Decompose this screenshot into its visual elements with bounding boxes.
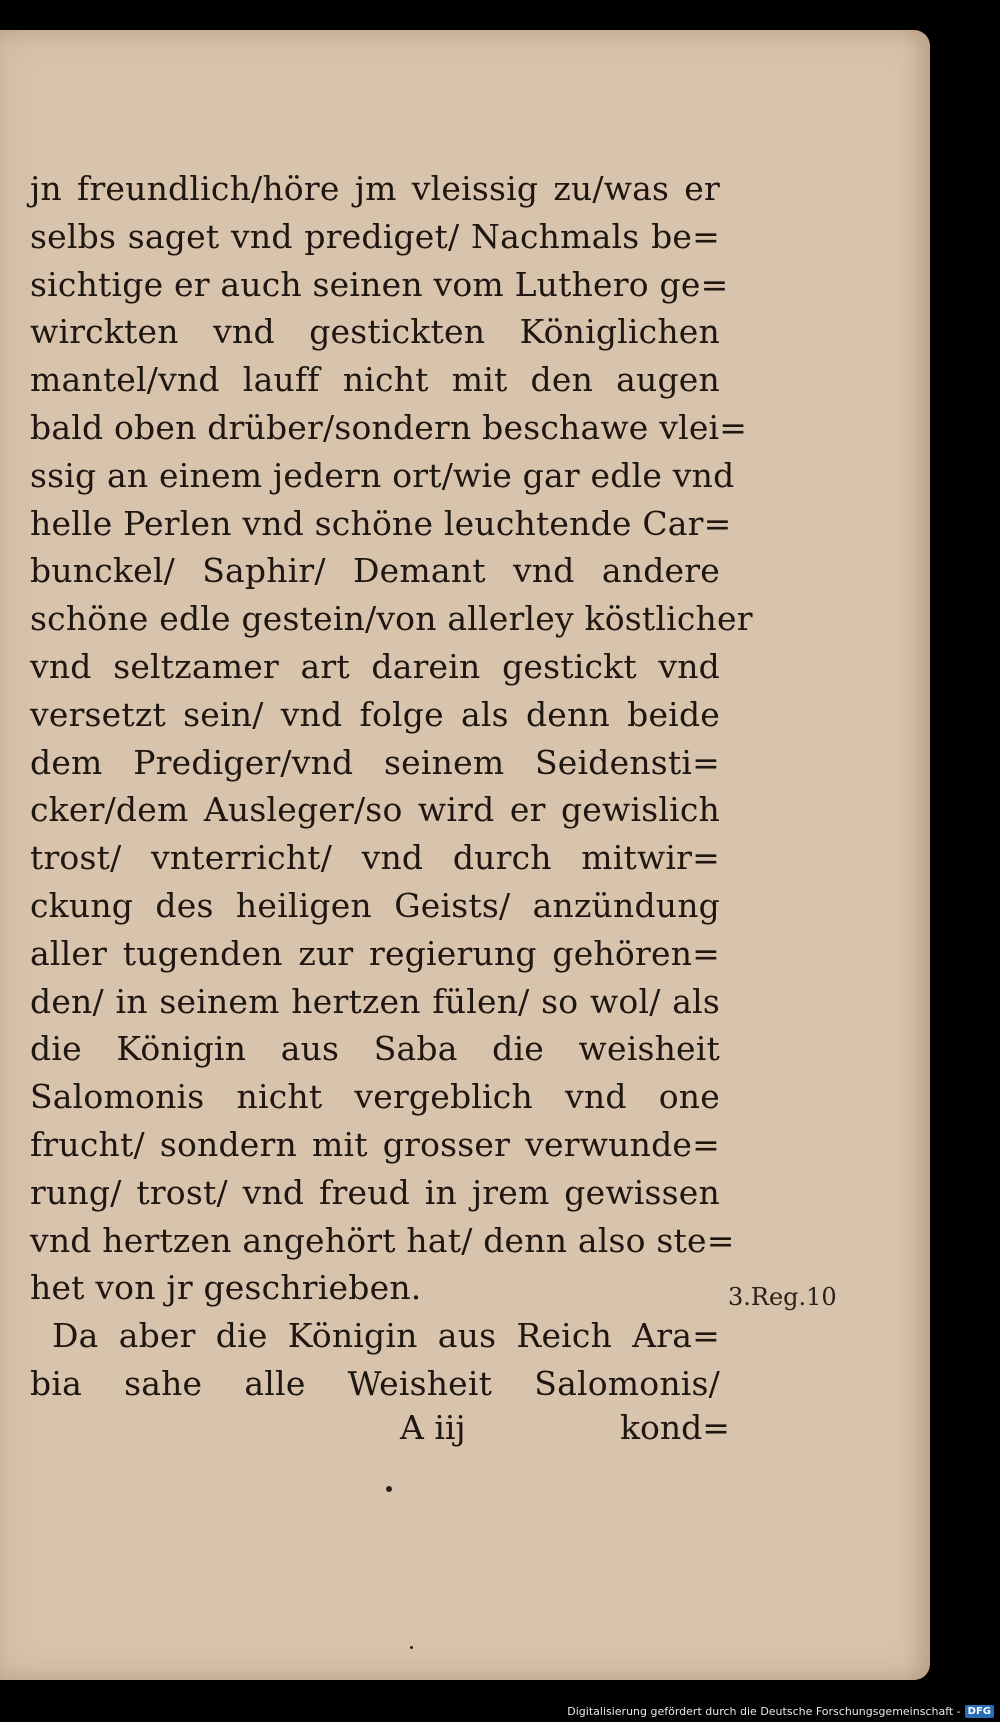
text-line: Salomonis nicht vergeblich vnd one [30, 1077, 720, 1117]
text-line: aller tugenden zur regierung gehören= [30, 933, 720, 973]
text-line: ssig an einem jedern ort/wie gar edle vnd [30, 455, 735, 495]
text-line: wirckten vnd gestickten Königlichen [30, 312, 720, 352]
digitization-footer [567, 1703, 994, 1719]
text-line: cker/dem Ausleger/so wird er gewislich [30, 790, 720, 830]
text-line: trost/ vnterricht/ vnd durch mitwir= [30, 838, 720, 878]
text-line: frucht/ sondern mit grosser verwunde= [30, 1124, 720, 1164]
signature-mark: A iij [400, 1408, 466, 1447]
text-line: bald oben drüber/sondern beschawe vlei= [30, 407, 748, 447]
text-line: schöne edle gestein/von allerley köstlicher [30, 599, 753, 639]
footer-text: Digitalisierung gefördert durch die Deutsche Forschungsgemeinschaft - [567, 1704, 961, 1718]
text-line: die Königin aus Saba die weisheit [30, 1029, 720, 1069]
dfg-logo-icon: DFG [965, 1705, 994, 1718]
book-page [0, 30, 930, 1680]
text-line: versetzt sein/ vnd folge als denn beide [30, 694, 720, 734]
text-line: sichtige er auch seinen vom Luthero ge= [30, 264, 729, 304]
text-line: rung/ trost/ vnd freud in jrem gewissen [30, 1172, 720, 1212]
text-line: het von jr geschrieben. [30, 1268, 422, 1308]
text-line: vnd hertzen angehört hat/ denn also ste= [30, 1220, 735, 1260]
text-line: ckung des heiligen Geists/ anzündung [30, 885, 720, 925]
margin-note: 3.Reg.10 [728, 1283, 837, 1311]
ink-speck [410, 1646, 413, 1649]
text-line: selbs saget vnd prediget/ Nachmals be= [30, 216, 720, 256]
text-line: dem Prediger/vnd seinem Seidensti= [30, 742, 720, 782]
catchword: kond= [620, 1408, 730, 1447]
ink-speck [386, 1486, 392, 1492]
text-line: helle Perlen vnd schöne leuchtende Car= [30, 503, 732, 543]
text-line: bunckel/ Saphir/ Demant vnd andere [30, 551, 720, 591]
text-line: jn freundlich/höre jm vleissig zu/was er [30, 169, 720, 208]
text-line: den/ in seinem hertzen fülen/ so wol/ als [30, 981, 720, 1021]
text-line: vnd seltzamer art darein gestickt vnd [30, 646, 720, 686]
text-line: Da aber die Königin aus Reich Ara= [52, 1316, 720, 1356]
body-text [30, 165, 753, 1408]
text-line: bia sahe alle Weisheit Salomonis/ [30, 1363, 720, 1403]
text-line: mantel/vnd lauff nicht mit den augen [30, 360, 720, 400]
page-foot [400, 1408, 730, 1454]
